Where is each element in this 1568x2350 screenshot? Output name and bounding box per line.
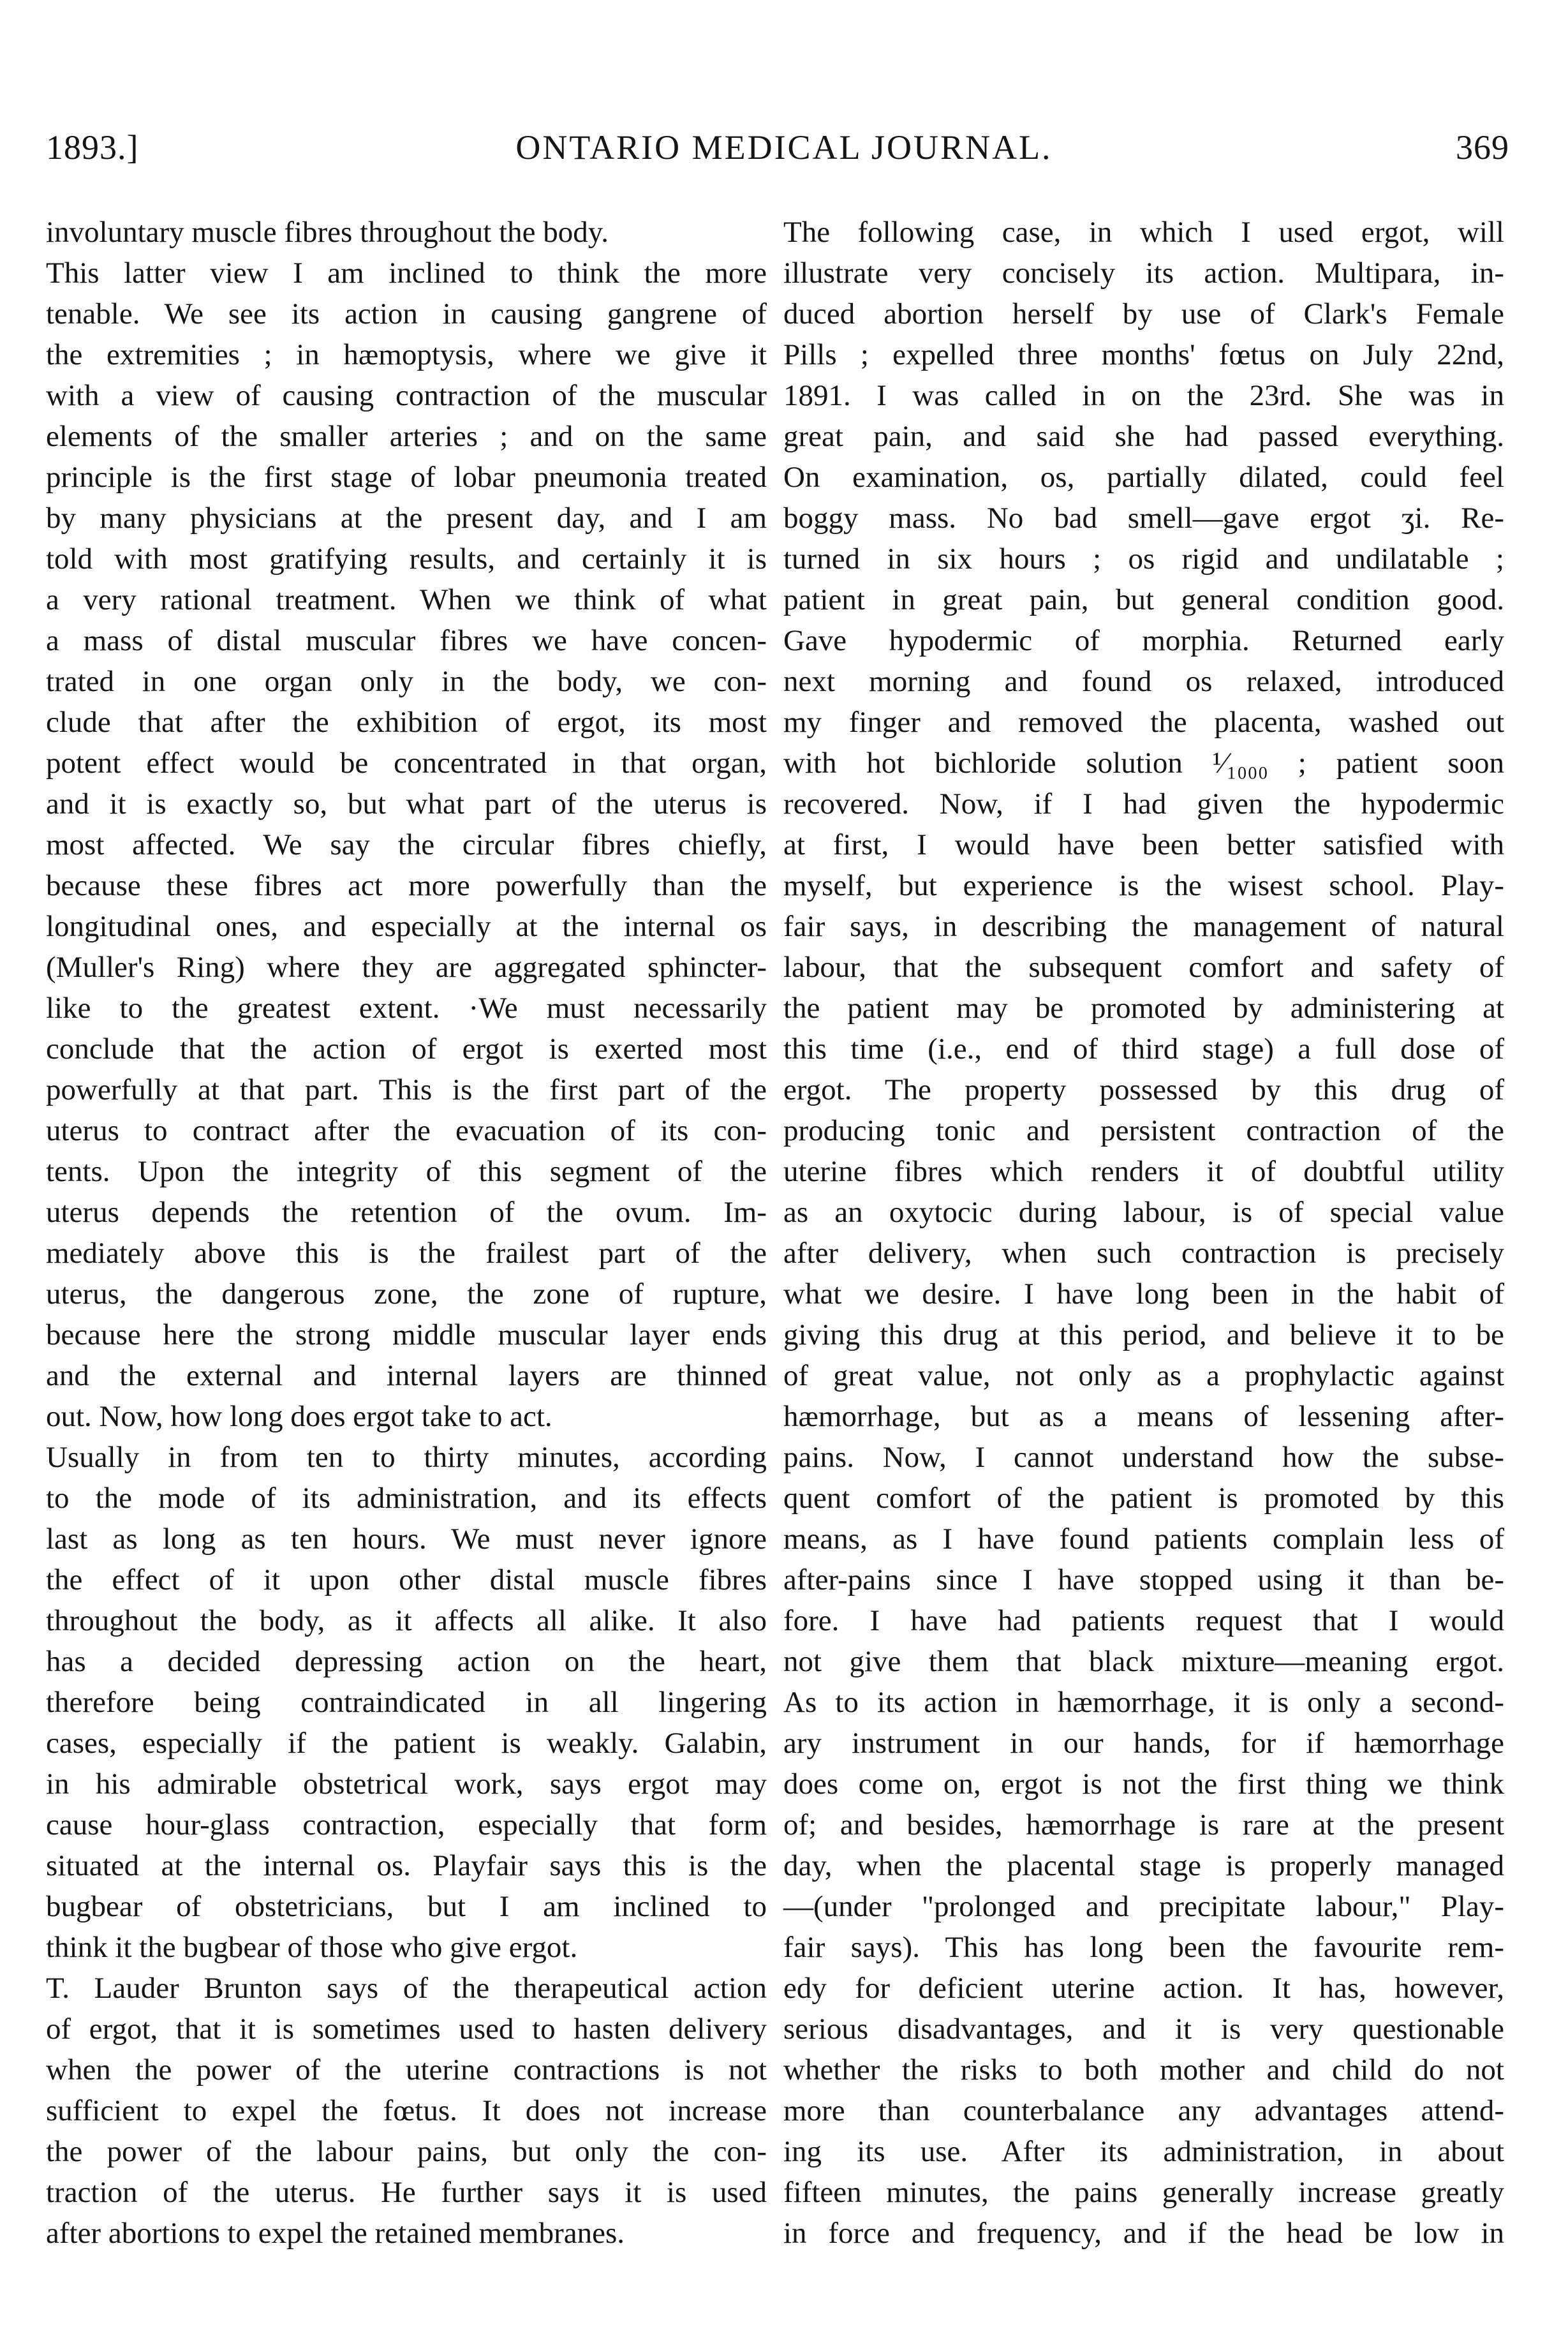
text-line: powerfully at that part. This is the first part of the <box>46 1073 767 1106</box>
text-line: of great value, not only as a prophylactic against <box>783 1359 1504 1392</box>
text-line: ary instrument in our hands, for if hæmorrhage <box>783 1727 1504 1760</box>
text-line: a very rational treatment. When we think of what <box>46 583 767 616</box>
text-line: (Muller's Ring) where they are aggregated sphincter- <box>46 951 767 984</box>
text-line: Pills ; expelled three months' fœtus on July 22nd, <box>783 338 1504 371</box>
text-line: my finger and removed the placenta, washed out <box>783 706 1504 739</box>
text-line: when the power of the uterine contractions is not <box>46 2053 767 2086</box>
text-line: On examination, os, partially dilated, could feel <box>783 461 1504 494</box>
text-line: duced abortion herself by use of Clark's Female <box>783 297 1504 331</box>
text-line: of ergot, that it is sometimes used to hasten delivery <box>46 2012 767 2046</box>
text-line: in his admirable obstetrical work, says ergot may <box>46 1767 767 1801</box>
text-line: The following case, in which I used ergot, will <box>783 216 1504 249</box>
text-line: told with most gratifying results, and certainly it is <box>46 542 767 576</box>
text-line: think it the bugbear of those who give ergot. <box>46 1931 578 1964</box>
text-line: pains. Now, I cannot understand how the subse- <box>783 1441 1504 1474</box>
text-line: the patient may be promoted by administering at <box>783 992 1504 1025</box>
text-line: trated in one organ only in the body, we con- <box>46 665 767 698</box>
text-line: involuntary muscle fibres throughout the body. <box>46 216 609 249</box>
text-line: edy for deficient uterine action. It has, however, <box>783 1972 1504 2005</box>
text-line: labour, that the subsequent comfort and safety of <box>783 951 1504 984</box>
text-line: after delivery, when such contraction is precisely <box>783 1237 1504 1270</box>
text-line: in force and frequency, and if the head be low in <box>783 2217 1504 2250</box>
text-line: to the mode of its administration, and its effects <box>46 1482 767 1515</box>
text-line: has a decided depressing action on the heart, <box>46 1645 767 1678</box>
text-line: giving this drug at this period, and believe it to be <box>783 1318 1504 1351</box>
text-line: ing its use. After its administration, in about <box>783 2135 1504 2168</box>
page-number: 369 <box>1456 128 1509 167</box>
text-line: more than counterbalance any advantages attend- <box>783 2094 1504 2127</box>
text-line: principle is the first stage of lobar pneumonia treated <box>46 461 767 494</box>
text-line: out. Now, how long does ergot take to act. <box>46 1400 552 1433</box>
text-line: uterus to contract after the evacuation of its con- <box>46 1114 767 1147</box>
text-line: uterine fibres which renders it of doubtful utility <box>783 1155 1504 1188</box>
text-line: most affected. We say the circular fibres chiefly, <box>46 828 767 861</box>
text-line: quent comfort of the patient is promoted by this <box>783 1482 1504 1515</box>
text-line: myself, but experience is the wisest school. Play- <box>783 869 1504 902</box>
text-line: as an oxytocic during labour, is of special value <box>783 1196 1504 1229</box>
right-text-column <box>783 212 1504 2254</box>
text-line: and the external and internal layers are thinned <box>46 1359 767 1392</box>
text-line: —(under "prolonged and precipitate labour," Play- <box>783 1890 1504 1923</box>
text-line: boggy mass. No bad smell—gave ergot ʒi. Re- <box>783 502 1504 535</box>
text-line: uterus, the dangerous zone, the zone of rupture, <box>46 1277 767 1311</box>
text-line: fore. I have had patients request that I would <box>783 1604 1504 1637</box>
text-line: tents. Upon the integrity of this segment of the <box>46 1155 767 1188</box>
text-line: at first, I would have been better satisfied with <box>783 828 1504 861</box>
text-line: hæmorrhage, but as a means of lessening after- <box>783 1400 1504 1433</box>
text-line: uterus depends the retention of the ovum. Im- <box>46 1196 767 1229</box>
text-line: fair says, in describing the management of natural <box>783 910 1504 943</box>
text-line: and it is exactly so, but what part of the uterus is <box>46 787 767 821</box>
text-line: with a view of causing contraction of the muscular <box>46 379 767 412</box>
text-line: As to its action in hæmorrhage, it is only a second- <box>783 1686 1504 1719</box>
text-line: potent effect would be concentrated in that organ, <box>46 747 767 780</box>
text-line: turned in six hours ; os rigid and undilatable ; <box>783 542 1504 576</box>
text-line: of; and besides, hæmorrhage is rare at the present <box>783 1808 1504 1841</box>
text-line: fifteen minutes, the pains generally increase greatly <box>783 2176 1504 2209</box>
text-line: the power of the labour pains, but only the con- <box>46 2135 767 2168</box>
text-line: bugbear of obstetricians, but I am inclined to <box>46 1890 767 1923</box>
text-line: this time (i.e., end of third stage) a full dose of <box>783 1032 1504 1066</box>
text-line: T. Lauder Brunton says of the therapeutical action <box>46 1972 767 2005</box>
text-line: recovered. Now, if I had given the hypodermic <box>783 787 1504 821</box>
text-line: like to the greatest extent. ·We must necessarily <box>46 992 767 1025</box>
text-line: longitudinal ones, and especially at the internal os <box>46 910 767 943</box>
text-line: after-pains since I have stopped using it than be- <box>783 1563 1504 1596</box>
text-line: tenable. We see its action in causing gangrene of <box>46 297 767 331</box>
text-line: sufficient to expel the fœtus. It does not increase <box>46 2094 767 2127</box>
text-line: traction of the uterus. He further says it is used <box>46 2176 767 2209</box>
text-line: what we desire. I have long been in the habit of <box>783 1277 1504 1311</box>
running-head-year: 1893.] <box>46 128 139 167</box>
text-line: This latter view I am inclined to think the more <box>46 257 767 290</box>
text-line: great pain, and said she had passed everything. <box>783 420 1504 453</box>
text-line: the extremities ; in hæmoptysis, where we give it <box>46 338 767 371</box>
text-line: patient in great pain, but general condition good. <box>783 583 1504 616</box>
text-line: by many physicians at the present day, and I am <box>46 502 767 535</box>
text-line: situated at the internal os. Playfair says this is the <box>46 1849 767 1882</box>
text-line: Usually in from ten to thirty minutes, according <box>46 1441 767 1474</box>
text-line: conclude that the action of ergot is exerted most <box>46 1032 767 1066</box>
text-line: does come on, ergot is not the first thing we think <box>783 1767 1504 1801</box>
text-line: serious disadvantages, and it is very questionable <box>783 2012 1504 2046</box>
text-line: therefore being contraindicated in all lingering <box>46 1686 767 1719</box>
text-line: a mass of distal muscular fibres we have concen- <box>46 624 767 657</box>
text-line: the effect of it upon other distal muscle fibres <box>46 1563 767 1596</box>
text-line: throughout the body, as it affects all alike. It also <box>46 1604 767 1637</box>
text-line: cases, especially if the patient is weakly. Galabin, <box>46 1727 767 1760</box>
text-line: producing tonic and persistent contraction of the <box>783 1114 1504 1147</box>
text-line: illustrate very concisely its action. Multipara, in- <box>783 257 1504 290</box>
text-line: day, when the placental stage is properly managed <box>783 1849 1504 1882</box>
text-line: because here the strong middle muscular layer ends <box>46 1318 767 1351</box>
text-line: ergot. The property possessed by this drug of <box>783 1073 1504 1106</box>
journal-title: ONTARIO MEDICAL JOURNAL. <box>515 128 1053 167</box>
text-line: 1891. I was called in on the 23rd. She was in <box>783 379 1504 412</box>
text-line: because these fibres act more powerfully than the <box>46 869 767 902</box>
left-text-column <box>46 212 767 2254</box>
text-line: with hot bichloride solution ¹⁄₁₀₀₀ ; patient soon <box>783 747 1504 780</box>
text-line: whether the risks to both mother and child do not <box>783 2053 1504 2086</box>
text-line: clude that after the exhibition of ergot, its most <box>46 706 767 739</box>
text-line: elements of the smaller arteries ; and on the same <box>46 420 767 453</box>
text-line: not give them that black mixture—meaning ergot. <box>783 1645 1504 1678</box>
text-line: mediately above this is the frailest part of the <box>46 1237 767 1270</box>
text-line: cause hour-glass contraction, especially that form <box>46 1808 767 1841</box>
text-line: next morning and found os relaxed, introduced <box>783 665 1504 698</box>
text-line: after abortions to expel the retained membranes. <box>46 2217 625 2250</box>
text-line: fair says). This has long been the favourite rem- <box>783 1931 1504 1964</box>
text-line: Gave hypodermic of morphia. Returned early <box>783 624 1504 657</box>
text-line: means, as I have found patients complain less of <box>783 1522 1504 1556</box>
text-line: last as long as ten hours. We must never ignore <box>46 1522 767 1556</box>
